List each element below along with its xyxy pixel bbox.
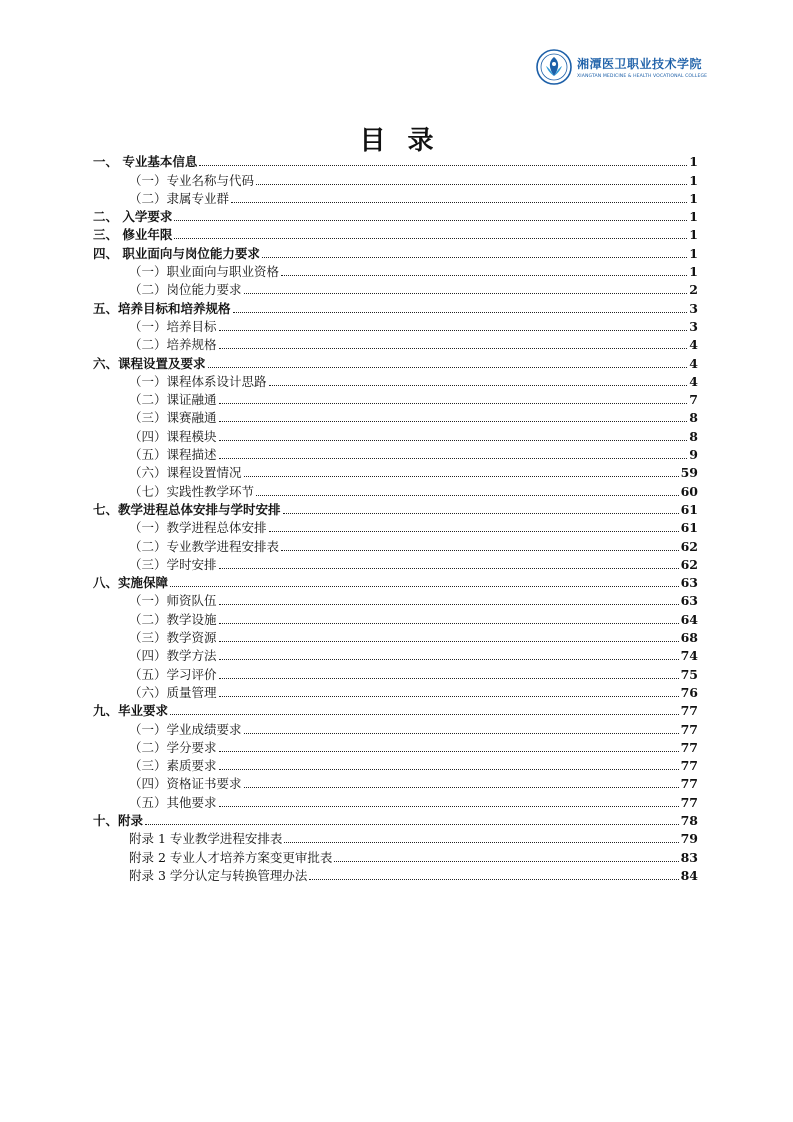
toc-entry[interactable]	[93, 663, 698, 681]
college-name-cn: 湘潭医卫职业技术学院	[577, 57, 703, 71]
toc-leader-dots	[256, 495, 679, 496]
toc-leader-dots	[269, 531, 679, 532]
toc-leader-dots	[219, 696, 679, 697]
toc-entry-page: 8	[689, 428, 698, 444]
table-of-contents	[93, 151, 698, 883]
toc-entry[interactable]	[93, 645, 698, 663]
toc-entry-label: 三、 修业年限	[93, 227, 173, 243]
toc-leader-dots	[262, 257, 687, 258]
toc-leader-dots	[284, 842, 678, 843]
toc-entry-page: 1	[689, 245, 698, 261]
toc-entry-label: 五、培养目标和培养规格	[93, 300, 231, 316]
toc-entry-page: 77	[680, 739, 698, 755]
toc-leader-dots	[219, 641, 679, 642]
toc-entry[interactable]	[93, 499, 698, 517]
toc-leader-dots	[219, 806, 679, 807]
toc-entry-label: （一）教学进程总体安排	[129, 520, 267, 536]
toc-entry[interactable]	[93, 755, 698, 773]
toc-entry-page: 75	[680, 666, 698, 682]
toc-leader-dots	[170, 714, 679, 715]
toc-leader-dots	[256, 184, 687, 185]
toc-entry-page: 74	[680, 648, 698, 664]
toc-entry-label: （一）学业成绩要求	[129, 721, 242, 737]
toc-entry[interactable]	[93, 425, 698, 443]
toc-entry[interactable]	[93, 480, 698, 498]
toc-leader-dots	[145, 824, 679, 825]
toc-entry-label: 六、课程设置及要求	[93, 355, 206, 371]
toc-leader-dots	[244, 787, 679, 788]
toc-entry[interactable]	[93, 865, 698, 883]
toc-entry[interactable]	[93, 206, 698, 224]
toc-entry-page: 77	[680, 794, 698, 810]
toc-entry[interactable]	[93, 297, 698, 315]
toc-entry-label: 二、 入学要求	[93, 209, 173, 225]
toc-leader-dots	[244, 293, 688, 294]
toc-entry[interactable]	[93, 279, 698, 297]
toc-entry-page: 61	[680, 520, 698, 536]
toc-entry-page: 9	[689, 447, 698, 463]
toc-leader-dots	[219, 348, 688, 349]
toc-leader-dots	[199, 165, 687, 166]
toc-leader-dots	[219, 330, 688, 331]
college-name-en: XIANGTAN MEDICINE & HEALTH VOCATIONAL COLLEGE	[577, 74, 708, 79]
toc-leader-dots	[219, 751, 679, 752]
toc-leader-dots	[233, 312, 688, 313]
toc-entry[interactable]	[93, 462, 698, 480]
college-seal-icon	[536, 49, 572, 85]
toc-entry-label: （二）学分要求	[129, 739, 217, 755]
toc-entry-label: （二）岗位能力要求	[129, 282, 242, 298]
toc-entry-page: 4	[689, 373, 698, 389]
page-title: 目录	[359, 126, 456, 156]
toc-leader-dots	[219, 568, 679, 569]
toc-entry-page: 62	[680, 538, 698, 554]
toc-leader-dots	[174, 238, 687, 239]
toc-entry-page: 4	[689, 337, 698, 353]
toc-entry[interactable]	[93, 572, 698, 590]
toc-entry-label: （三）教学资源	[129, 630, 217, 646]
toc-entry[interactable]	[93, 554, 698, 572]
toc-entry[interactable]	[93, 316, 698, 334]
toc-entry[interactable]	[93, 517, 698, 535]
toc-entry[interactable]	[93, 718, 698, 736]
toc-entry-page: 1	[689, 209, 698, 225]
toc-entry[interactable]	[93, 773, 698, 791]
toc-entry-page: 63	[680, 575, 698, 591]
toc-leader-dots	[219, 769, 679, 770]
toc-leader-dots	[269, 385, 688, 386]
toc-entry-page: 64	[680, 611, 698, 627]
toc-leader-dots	[244, 733, 679, 734]
toc-entry-label: （六）课程设置情况	[129, 465, 242, 481]
toc-entry[interactable]	[93, 151, 698, 169]
toc-leader-dots	[219, 604, 679, 605]
toc-leader-dots	[219, 440, 688, 441]
toc-entry[interactable]	[93, 352, 698, 370]
toc-leader-dots	[309, 879, 678, 880]
toc-entry-label: （五）其他要求	[129, 794, 217, 810]
toc-leader-dots	[283, 513, 679, 514]
toc-entry-label: （一）培养目标	[129, 318, 217, 334]
toc-leader-dots	[208, 367, 688, 368]
toc-entry-label: （二）培养规格	[129, 337, 217, 353]
toc-entry-page: 2	[689, 282, 698, 298]
toc-entry-label: （一）专业名称与代码	[129, 172, 255, 188]
toc-entry-label: 九、毕业要求	[93, 703, 169, 719]
toc-leader-dots	[231, 202, 687, 203]
toc-entry[interactable]	[93, 590, 698, 608]
toc-entry[interactable]	[93, 371, 698, 389]
toc-entry-page: 83	[680, 849, 698, 865]
toc-entry[interactable]	[93, 791, 698, 809]
toc-leader-dots	[244, 476, 679, 477]
toc-entry-page: 60	[680, 483, 698, 499]
toc-entry-label: （二）教学设施	[129, 611, 217, 627]
toc-entry-label: （四）资格证书要求	[129, 776, 242, 792]
toc-entry[interactable]	[93, 389, 698, 407]
toc-entry-page: 63	[680, 593, 698, 609]
toc-entry-label: （一）职业面向与职业资格	[129, 264, 280, 280]
toc-entry-label: 七、教学进程总体安排与学时安排	[93, 501, 281, 517]
toc-leader-dots	[281, 550, 679, 551]
toc-entry-label: （六）质量管理	[129, 684, 217, 700]
toc-entry-page: 4	[689, 355, 698, 371]
toc-entry-label: 十、附录	[93, 812, 144, 828]
toc-entry[interactable]	[93, 169, 698, 187]
toc-entry-label: 附录 2 专业人才培养方案变更审批表	[129, 849, 333, 865]
toc-entry-page: 61	[680, 501, 698, 517]
toc-entry[interactable]	[93, 810, 698, 828]
toc-entry[interactable]	[93, 627, 698, 645]
toc-entry[interactable]	[93, 407, 698, 425]
toc-entry-page: 79	[680, 831, 698, 847]
toc-entry-label: （三）学时安排	[129, 556, 217, 572]
toc-entry-label: （三）课赛融通	[129, 410, 217, 426]
toc-entry[interactable]	[93, 334, 698, 352]
toc-entry-label: 附录 3 学分认定与转换管理办法	[129, 867, 308, 883]
toc-entry-page: 78	[680, 812, 698, 828]
toc-entry-label: （五）课程描述	[129, 447, 217, 463]
toc-entry-label: （七）实践性教学环节	[129, 483, 255, 499]
toc-entry-label: 四、 职业面向与岗位能力要求	[93, 245, 260, 261]
toc-entry-page: 8	[689, 410, 698, 426]
toc-entry-page: 59	[680, 465, 698, 481]
toc-entry-label: （二）隶属专业群	[129, 190, 230, 206]
toc-entry-page: 77	[680, 758, 698, 774]
toc-entry-page: 1	[689, 172, 698, 188]
toc-leader-dots	[219, 403, 688, 404]
toc-entry-label: 附录 1 专业教学进程安排表	[129, 831, 283, 847]
toc-entry-label: （三）素质要求	[129, 758, 217, 774]
toc-leader-dots	[219, 678, 679, 679]
toc-entry-page: 76	[680, 684, 698, 700]
toc-entry-page: 3	[689, 318, 698, 334]
toc-entry-page: 1	[689, 227, 698, 243]
toc-entry-label: 八、实施保障	[93, 575, 169, 591]
toc-entry[interactable]	[93, 700, 698, 718]
toc-entry-page: 77	[680, 776, 698, 792]
toc-entry[interactable]	[93, 737, 698, 755]
toc-leader-dots	[334, 861, 678, 862]
toc-entry-label: （二）专业教学进程安排表	[129, 538, 280, 554]
toc-entry-page: 68	[680, 630, 698, 646]
toc-entry-page: 1	[689, 190, 698, 206]
toc-entry-page: 77	[680, 721, 698, 737]
toc-entry[interactable]	[93, 224, 698, 242]
toc-entry-label: （二）课证融通	[129, 392, 217, 408]
toc-entry[interactable]	[93, 828, 698, 846]
toc-entry-page: 77	[680, 703, 698, 719]
toc-entry[interactable]	[93, 444, 698, 462]
toc-entry[interactable]	[93, 261, 698, 279]
toc-leader-dots	[219, 623, 679, 624]
toc-leader-dots	[219, 421, 688, 422]
toc-leader-dots	[219, 659, 679, 660]
toc-entry[interactable]	[93, 682, 698, 700]
college-logo	[536, 47, 706, 87]
toc-entry-page: 1	[689, 264, 698, 280]
toc-entry-label: （一）课程体系设计思路	[129, 373, 267, 389]
toc-entry-label: （一）师资队伍	[129, 593, 217, 609]
toc-entry[interactable]	[93, 535, 698, 553]
toc-entry-page: 7	[689, 392, 698, 408]
toc-leader-dots	[281, 275, 687, 276]
toc-entry[interactable]	[93, 846, 698, 864]
toc-entry-page: 62	[680, 556, 698, 572]
toc-leader-dots	[174, 220, 687, 221]
toc-entry[interactable]	[93, 242, 698, 260]
toc-entry[interactable]	[93, 608, 698, 626]
toc-entry-label: （四）教学方法	[129, 648, 217, 664]
toc-leader-dots	[170, 586, 679, 587]
toc-entry-label: 一、 专业基本信息	[93, 154, 198, 170]
toc-entry-page: 1	[689, 154, 698, 170]
toc-entry-page: 84	[680, 867, 698, 883]
toc-entry-label: （四）课程模块	[129, 428, 217, 444]
toc-entry-page: 3	[689, 300, 698, 316]
toc-entry-label: （五）学习评价	[129, 666, 217, 682]
toc-leader-dots	[219, 458, 688, 459]
toc-entry[interactable]	[93, 188, 698, 206]
